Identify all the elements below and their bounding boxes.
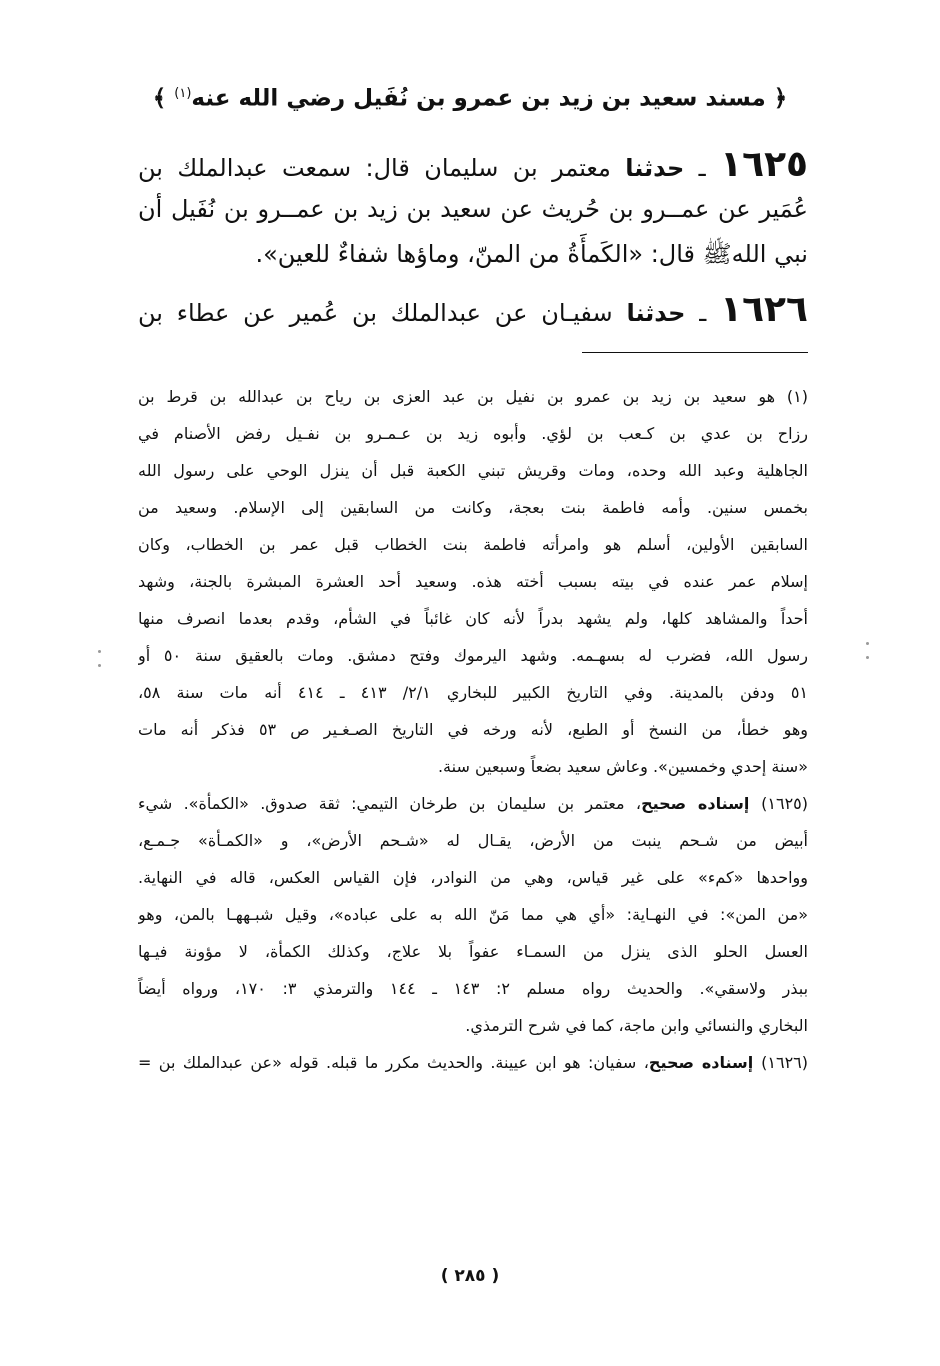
footnote-line [138,748,808,785]
scan-speck [866,642,869,645]
note-number: (١٦٢٥) [761,794,808,813]
hadith-number-separator: ـ [685,299,721,327]
hadith-line-1 [138,142,808,187]
footnote-text: ، سفيان: هو ابن عيينة. والحديث مكرر ما قبله. قوله «عن عبدالملك بن = [138,1053,649,1072]
footnote-text: رزاح بن عدي بن كـعب بن لؤي. وأبوه زيد بن عـمـرو بن نفـيل رفض الأصنام في [138,424,808,443]
footnote-text: أحداً والمشاهد كلها، ولم يشهد بدراً لأنه كان غائباً في الشأم، وقدم بعدما انصرف منها [138,609,808,628]
footnote-text: وهو خطأ، من النسخ أو الطبع، لأنه ورخه في التاريخ الصـغـير ص ٥٣ فذكر أنه مات [138,720,808,739]
hadith-line-4 [138,287,808,332]
footnote-text: البخاري والنسائي وابن ماجة، كما في شرح الترمذي. [465,1016,808,1035]
footnote-line [138,933,808,970]
heading-close-bracket: ﴾ [152,85,175,112]
narration-lead: حدثنا [626,299,686,327]
footnote-line [138,378,808,415]
footnote-line [138,674,808,711]
footnote-line [138,452,808,489]
hadith-line-3 [138,232,808,277]
footnote-text: الجاهلية وعبد الله وحده، ومات وقريش تبني الكعبة قبل أن ينزل الوحي على رسول الله [138,461,808,480]
footnote-text: (١) هو سعيد بن زيد بن عمرو بن نفيل بن عبد العزى بن رياح بن عبدالله بن قرط بن [138,387,808,406]
footnote-text: ، معتمر بن سليمان بن طرخان التيمي: ثقة صدوق. «الكمأة». شيء [138,794,642,813]
scan-speck [866,656,869,659]
hadith-number-separator: ـ [684,154,721,182]
footnote-text: وواحدها «كمء» على غير قياس، وهي من النوادر، فإن القياس العكس، قاله في النهاية. [138,868,808,887]
footnotes [138,378,808,1081]
footnote-text: ٥١ ودفن بالمدينة. وفي التاريخ الكبير للبخاري ٢/١/ ٤١٣ ـ ٤١٤ أنه مات سنة ٥٨، [138,683,808,702]
footnote-text: رسول الله، فضرب له بسهـمه. وشهد اليرموك وفتح دمشق. ومات بالعقيق سنة ٥٠ أو [138,646,808,665]
note-verdict: إسناده صحيح [641,794,762,813]
footnote-text: العسل الحلو الذى ينزل من السمـاء عفواً بلا علاج، وكذلك الكمأة، لا مؤونة فيـها [138,942,808,961]
scan-speck [98,650,101,653]
hadith-line-2 [138,187,808,232]
footnote-text: ببذر ولاسقي». والحديث رواه مسلم ٢: ١٤٣ ـ ١٤٤ والترمذي ٣: ١٧٠، ورواه أيضاً [138,979,808,998]
hadith-text: سفيـان عن عبدالملك بن عُمير عن عطاء بن [138,299,627,327]
footnote-text: أبيض من شـحم ينبت من الأرض، يقـال له «شـحم الأرض»، و «الكمـأة» جـمـع، [138,831,808,850]
footnote-line [138,600,808,637]
footnote-line [138,859,808,896]
footnote-line [138,970,808,1007]
footnote-line [138,896,808,933]
footnote-line [138,415,808,452]
scan-speck [98,664,101,667]
hadith-text: عُمَير عن عمــرو بن حُريث عن سعيد بن زيد بن عمــرو بن نُفَيل أن [138,195,808,223]
footnote-text: السابقين الأولين، أسلم هو وامرأته فاطمة بنت الخطاب قبل عمر بن الخطاب، وكان [138,535,808,554]
footnote-text: بخمس سنين. وأمه فاطمة بنت بعجة، وكانت من السابقين إلى الإسلام. وسعيد من [138,498,808,517]
hadith-number: ١٦٢٥ [720,144,808,185]
note-verdict: إسناده صحيح [648,1053,762,1072]
footnote-text: «سنة إحدي وخمسين». وعاش سعيد بضعاً وسبعين سنة. [437,757,808,776]
footnote-line [138,785,808,822]
page-number: ( ٢٨٥ ) [440,1266,500,1286]
footnote-line [138,489,808,526]
hadith-text: نبي اللهﷺ قال: «الكَمأَةُ من المنّ، وماؤها شفاءٌ للعين». [255,240,808,268]
hadith-text: معتمر بن سليمان قال: سمعت عبدالملك بن [138,154,626,182]
footnote-line [138,637,808,674]
footnote-line [138,563,808,600]
footnote-reference: (١) [174,86,192,101]
footnote-line [138,711,808,748]
footnote-line [138,1007,808,1044]
note-number: (١٦٢٦) [761,1053,808,1072]
section-heading [150,74,790,119]
hadith-body [138,142,808,332]
footnote-line [138,526,808,563]
footnote-line [138,1044,808,1081]
hadith-number: ١٦٢٦ [720,289,808,330]
footnote-line [138,822,808,859]
footnote-separator [582,352,808,353]
footnote-text: إسلام عمر عنده في بيته بسبب أخته هذه. وسعيد أحد العشرة المبشرة بالجنة، وشهد [138,572,808,591]
footnote-text: «من المن»: في النهـاية: «أي هي مما مَنّ الله به على عباده»، وقيل شبـههـا بالمن، وهو [138,905,808,924]
heading-text: ﴿ مسند سعيد بن زيد بن عمرو بن نُفَيل رضي الله عنه [191,85,788,112]
narration-lead: حدثنا [625,154,685,182]
